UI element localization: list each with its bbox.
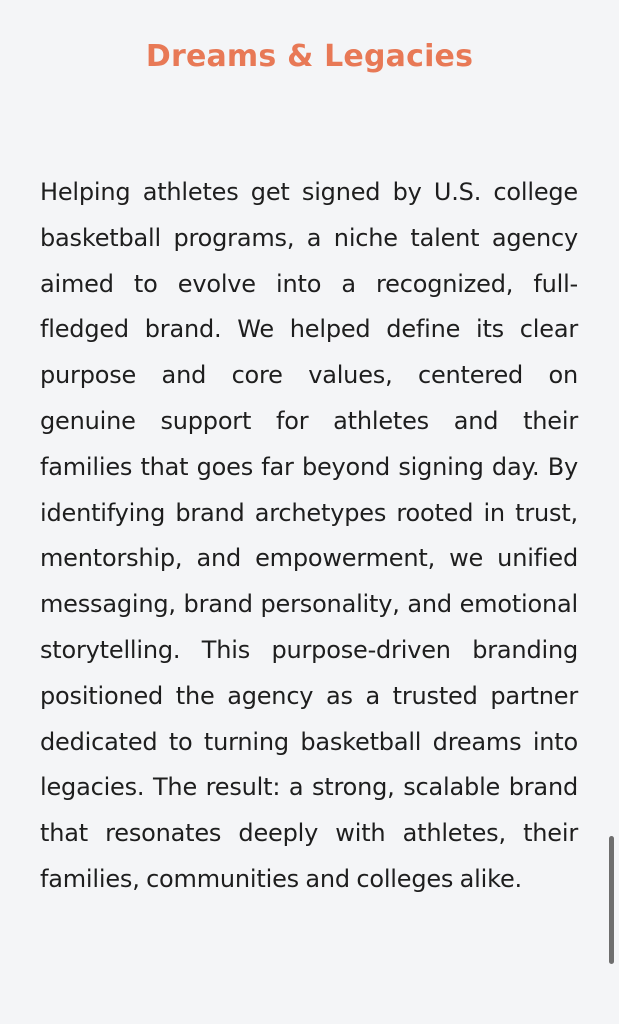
page-title: Dreams & Legacies bbox=[145, 39, 474, 74]
vertical-scrollbar[interactable] bbox=[609, 836, 614, 964]
article-body: Helping athletes get signed by U.S. college basketball programs, a niche talent agency aimed to evolve into a recognized, full-fledged brand. We helped define its clear purpose and core values, centered on genuine support for athletes and their families that goes far beyond signing day. By identifying brand archetypes rooted in trust, mentorship, and empowerment, we unified messaging, brand personality, and emotional storytelling. This purpose-driven branding positioned the agency as a trusted partner dedicated to turning basketball dreams into legacies. The result: a strong, scalable brand that resonates deeply with athletes, their families, communities and colleges alike. bbox=[40, 178, 578, 893]
